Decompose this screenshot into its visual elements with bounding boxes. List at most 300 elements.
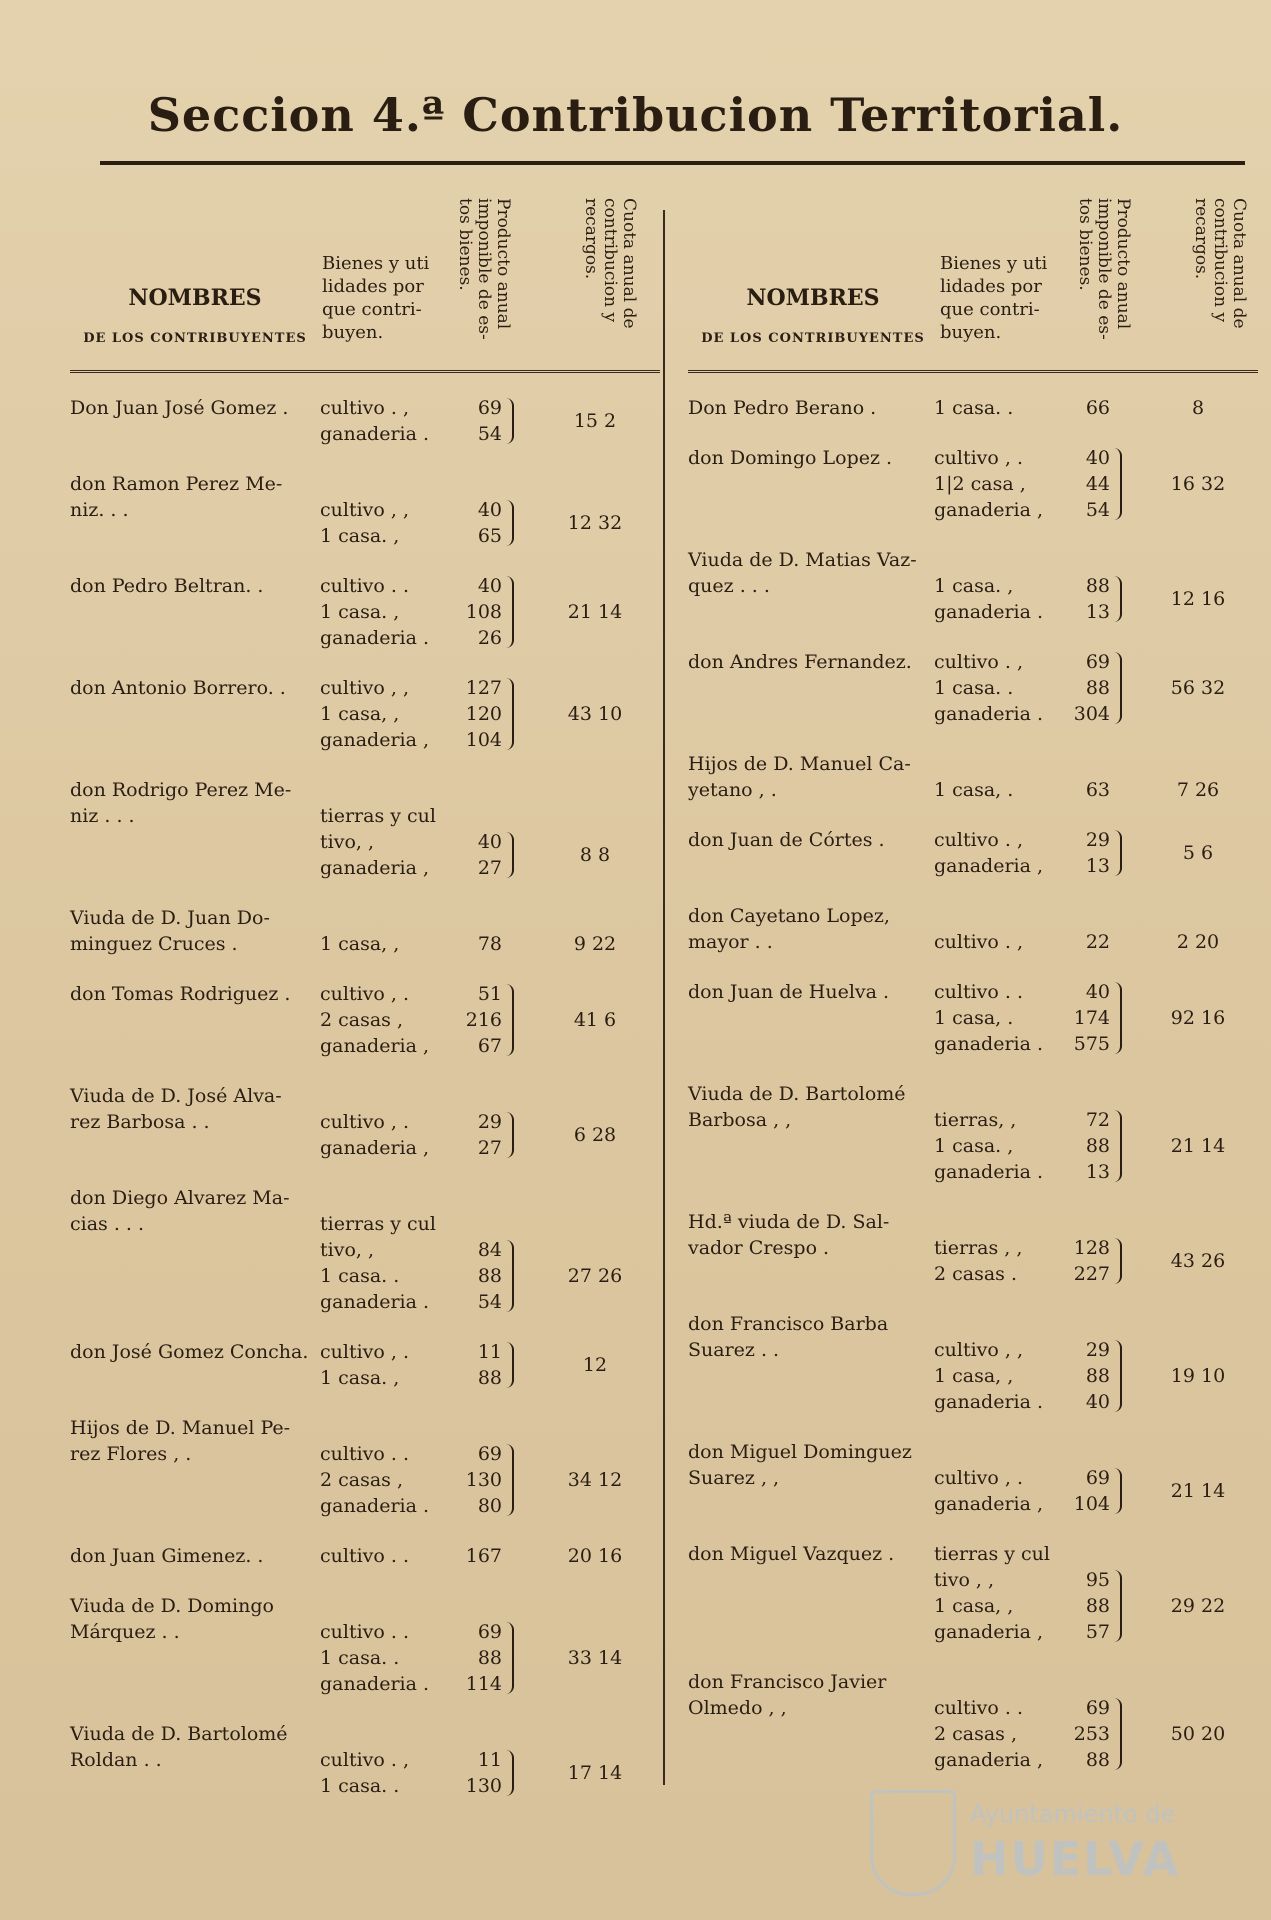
producto-values bbox=[460, 395, 502, 447]
brace-mark bbox=[1112, 982, 1122, 1054]
cuota-value: 21 14 bbox=[1170, 1135, 1226, 1157]
bienes-list-line: tierras, , bbox=[934, 1109, 1017, 1131]
contributor-name bbox=[70, 395, 318, 421]
producto-values-line bbox=[1068, 751, 1110, 777]
producto-values bbox=[1068, 979, 1110, 1057]
producto-values-line bbox=[1068, 1209, 1110, 1235]
producto-values-line bbox=[460, 1211, 502, 1237]
bienes-list bbox=[320, 905, 445, 957]
producto-values-line bbox=[1068, 1081, 1110, 1107]
contributor-name-line: don Domingo Lopez . bbox=[688, 447, 893, 469]
brace-mark bbox=[1112, 1238, 1122, 1284]
contributor-name-line: don Francisco Barba bbox=[688, 1313, 889, 1335]
contributor-entry bbox=[70, 1593, 660, 1697]
bienes-list-line: 1 casa. , bbox=[320, 525, 400, 547]
producto-values bbox=[460, 573, 502, 651]
bienes-list-line: 1 casa. . bbox=[320, 1265, 400, 1287]
bienes-list-line: ganaderia . bbox=[934, 1161, 1044, 1183]
producto-values-line: 216 bbox=[465, 1009, 502, 1031]
producto-values-line: 88 bbox=[1085, 575, 1110, 597]
column-divider bbox=[663, 210, 665, 1785]
bienes-list-line bbox=[934, 1081, 1059, 1107]
bienes-list-line: ganaderia , bbox=[934, 855, 1044, 877]
producto-values bbox=[1068, 751, 1110, 803]
bienes-list-line: 1|2 casa , bbox=[934, 473, 1026, 495]
bienes-list-line: cultivo , . bbox=[934, 447, 1023, 469]
producto-values-line: 69 bbox=[1085, 1697, 1110, 1719]
bienes-list-line bbox=[320, 777, 445, 803]
contributor-name bbox=[688, 751, 936, 803]
bienes-list-line: 2 casas . bbox=[934, 1263, 1018, 1285]
bienes-list-line bbox=[934, 751, 1059, 777]
bienes-header: Bienes y uti lidades por que contri- buyen. bbox=[322, 253, 430, 343]
producto-values-line: 95 bbox=[1085, 1569, 1110, 1591]
bienes-list-line: ganaderia . bbox=[934, 601, 1044, 623]
contributor-name bbox=[70, 1185, 318, 1237]
bienes-list-line: 1 casa. . bbox=[320, 1775, 400, 1797]
bienes-list bbox=[320, 1185, 445, 1315]
brace-mark bbox=[504, 678, 514, 750]
bienes-list-line: cultivo . . bbox=[934, 981, 1023, 1003]
producto-header: Producto anual imponible de es- tos bienes. bbox=[455, 198, 513, 340]
brace-mark bbox=[504, 1750, 514, 1796]
contributor-name bbox=[70, 1593, 318, 1645]
bienes-list-line: ganaderia , bbox=[320, 1035, 430, 1057]
producto-values-line bbox=[1068, 547, 1110, 573]
producto-values-line: 88 bbox=[477, 1367, 502, 1389]
bienes-list bbox=[320, 1593, 445, 1697]
producto-values-line: 69 bbox=[477, 1443, 502, 1465]
producto-values-line: 13 bbox=[1085, 601, 1110, 623]
bienes-list bbox=[320, 471, 445, 549]
producto-values bbox=[460, 777, 502, 881]
bienes-list bbox=[934, 979, 1059, 1057]
brace-mark bbox=[1112, 1698, 1122, 1770]
bienes-list-line: ganaderia , bbox=[320, 1137, 430, 1159]
contributor-name-line: Hd.ª viuda de D. Sal- bbox=[688, 1211, 890, 1233]
brace-mark bbox=[504, 1342, 514, 1388]
contributor-name-line: don Francisco Javier bbox=[688, 1671, 887, 1693]
producto-values-line: 69 bbox=[477, 397, 502, 419]
contributor-name-line: don Miguel Dominguez bbox=[688, 1441, 912, 1463]
contributor-entry bbox=[70, 1339, 660, 1391]
brace-mark bbox=[1112, 1570, 1122, 1642]
producto-values-line: 174 bbox=[1073, 1007, 1110, 1029]
cuota-value: 92 16 bbox=[1170, 1007, 1226, 1029]
producto-values-line: 65 bbox=[477, 525, 502, 547]
producto-values bbox=[460, 981, 502, 1059]
producto-values-line: 40 bbox=[1085, 447, 1110, 469]
producto-values-line: 63 bbox=[1085, 779, 1110, 801]
contributor-name bbox=[70, 1721, 318, 1773]
cuota-value: 29 22 bbox=[1170, 1595, 1226, 1617]
bienes-list-line bbox=[320, 1415, 445, 1441]
contributor-name bbox=[688, 903, 936, 955]
contributor-name-line: don Miguel Vazquez . bbox=[688, 1543, 895, 1565]
bienes-list bbox=[320, 1543, 445, 1569]
nombres-label: NOMBRES bbox=[128, 285, 262, 311]
cuota-value: 8 bbox=[1191, 397, 1205, 419]
watermark-line1: Ayuntamiento de bbox=[970, 1800, 1176, 1828]
contributor-name bbox=[70, 981, 318, 1007]
contributor-name-line: Viuda de D. Juan Do- bbox=[70, 907, 270, 929]
producto-values-line: 167 bbox=[465, 1545, 502, 1567]
contributor-name-line: cias . . . bbox=[70, 1213, 145, 1235]
contributor-name-line: Suarez . . bbox=[688, 1339, 780, 1361]
producto-values-line bbox=[1068, 1541, 1110, 1567]
cuota-value: 6 28 bbox=[573, 1124, 617, 1146]
nombres-header bbox=[688, 285, 938, 346]
left-column bbox=[70, 190, 660, 1823]
bienes-list bbox=[934, 445, 1059, 523]
brace-mark bbox=[504, 984, 514, 1056]
bienes-list-line: 1 casa. . bbox=[934, 677, 1014, 699]
bienes-list-line bbox=[934, 1311, 1059, 1337]
producto-values bbox=[1068, 1439, 1110, 1517]
bienes-list bbox=[934, 1081, 1059, 1185]
bienes-list-line: ganaderia . bbox=[934, 1033, 1044, 1055]
bienes-header: Bienes y uti lidades por que contri- buyen. bbox=[940, 253, 1048, 343]
bienes-list-line: cultivo . , bbox=[934, 651, 1023, 673]
contributor-name bbox=[688, 1541, 936, 1567]
producto-values-line: 227 bbox=[1073, 1263, 1110, 1285]
contributor-name-line: Viuda de D. Domingo bbox=[70, 1595, 274, 1617]
contributor-entry bbox=[688, 827, 1258, 879]
bienes-list bbox=[320, 1339, 445, 1391]
producto-values-line: 29 bbox=[1085, 829, 1110, 851]
producto-values-line: 575 bbox=[1073, 1033, 1110, 1055]
producto-values-line: 54 bbox=[477, 423, 502, 445]
contributor-name bbox=[688, 649, 936, 675]
contributor-entry bbox=[688, 979, 1258, 1057]
contributor-name-line: vador Crespo . bbox=[688, 1237, 830, 1259]
bienes-list bbox=[934, 649, 1059, 727]
contributor-entry bbox=[688, 903, 1258, 955]
producto-values-line: 40 bbox=[477, 499, 502, 521]
contribuyentes-label: DE LOS CONTRIBUYENTES bbox=[701, 331, 925, 346]
cuota-value: 33 14 bbox=[567, 1647, 623, 1669]
bienes-list-line: cultivo . . bbox=[320, 1621, 409, 1643]
brace-mark bbox=[504, 398, 514, 444]
producto-values bbox=[460, 1721, 502, 1799]
contributor-name-line: Don Juan José Gomez . bbox=[70, 397, 289, 419]
contributor-name-line: don Diego Alvarez Ma- bbox=[70, 1187, 290, 1209]
contributor-name-line: Roldan . . bbox=[70, 1749, 162, 1771]
producto-values-line: 78 bbox=[477, 933, 502, 955]
contributor-entry bbox=[688, 1541, 1258, 1645]
contributor-entry bbox=[70, 1543, 660, 1569]
nombres-label: NOMBRES bbox=[746, 285, 880, 311]
contributor-name-line: Suarez , , bbox=[688, 1467, 780, 1489]
bienes-list-line: tierras y cul bbox=[320, 805, 436, 827]
contributor-name-line: rez Flores , . bbox=[70, 1443, 192, 1465]
contributor-name-line: don Antonio Borrero. . bbox=[70, 677, 286, 699]
cuota-value: 16 32 bbox=[1170, 473, 1226, 495]
contribuyentes-label: DE LOS CONTRIBUYENTES bbox=[83, 331, 307, 346]
cuota-value: 34 12 bbox=[567, 1469, 623, 1491]
bienes-list-line: 1 casa, . bbox=[934, 779, 1014, 801]
contributor-name-line: don Cayetano Lopez, bbox=[688, 905, 890, 927]
cuota-header: Cuota anual de contribucion y recargos. bbox=[581, 198, 639, 329]
cuota-value: 20 16 bbox=[567, 1545, 623, 1567]
contributor-name bbox=[70, 905, 318, 957]
bienes-list-line: cultivo , . bbox=[320, 983, 409, 1005]
cuota-value: 43 26 bbox=[1170, 1250, 1226, 1272]
bienes-list-line bbox=[934, 1669, 1059, 1695]
bienes-list-line: cultivo . . bbox=[934, 1697, 1023, 1719]
producto-values bbox=[460, 1593, 502, 1697]
bienes-list bbox=[320, 981, 445, 1059]
contributor-entry bbox=[70, 395, 660, 447]
archive-watermark bbox=[870, 1790, 1190, 1900]
cuota-value: 12 bbox=[582, 1354, 608, 1376]
contributor-name bbox=[688, 547, 936, 599]
bienes-list-line: ganaderia . bbox=[320, 627, 430, 649]
brace-mark bbox=[1112, 576, 1122, 622]
contributor-name-line: rez Barbosa . . bbox=[70, 1111, 210, 1133]
producto-values bbox=[1068, 395, 1110, 421]
bienes-list-line: 1 casa, , bbox=[320, 703, 400, 725]
left-column-header bbox=[70, 190, 660, 373]
cuota-value: 15 2 bbox=[573, 410, 617, 432]
producto-values-line: 108 bbox=[465, 601, 502, 623]
bienes-list-line: tierras , , bbox=[934, 1237, 1023, 1259]
bienes-list-line: 1 casa. , bbox=[320, 601, 400, 623]
contributor-name bbox=[688, 1439, 936, 1491]
bienes-list-line: ganaderia . bbox=[320, 1291, 430, 1313]
bienes-list bbox=[934, 547, 1059, 625]
producto-values-line: 253 bbox=[1073, 1723, 1110, 1745]
bienes-list-line: 1 casa, , bbox=[934, 1365, 1014, 1387]
producto-values bbox=[460, 905, 502, 957]
contributor-name bbox=[70, 1083, 318, 1135]
contributor-name-line: Viuda de D. Bartolomé bbox=[70, 1723, 288, 1745]
producto-values-line bbox=[460, 1083, 502, 1109]
brace-mark bbox=[1112, 1468, 1122, 1514]
producto-values bbox=[460, 1185, 502, 1315]
producto-values-line bbox=[460, 803, 502, 829]
producto-values-line: 84 bbox=[477, 1239, 502, 1261]
bienes-list-line: cultivo , . bbox=[320, 1341, 409, 1363]
bienes-list-line: 1 casa. . bbox=[320, 1647, 400, 1669]
bienes-list-line: ganaderia , bbox=[934, 1493, 1044, 1515]
contributor-entry bbox=[688, 1311, 1258, 1415]
producto-values-line: 88 bbox=[1085, 677, 1110, 699]
producto-values-line: 114 bbox=[465, 1673, 502, 1695]
producto-values-line: 54 bbox=[1085, 499, 1110, 521]
bienes-list bbox=[934, 751, 1059, 803]
contributor-name bbox=[70, 471, 318, 523]
producto-values bbox=[1068, 903, 1110, 955]
producto-values-line: 44 bbox=[1085, 473, 1110, 495]
producto-values-line bbox=[1068, 903, 1110, 929]
contributor-name bbox=[688, 395, 936, 421]
contributor-entry bbox=[70, 1415, 660, 1519]
brace-mark bbox=[1112, 830, 1122, 876]
producto-values-line bbox=[460, 1593, 502, 1619]
bienes-list-line: ganaderia , bbox=[320, 729, 430, 751]
contributor-entry bbox=[70, 1083, 660, 1161]
producto-values-line: 40 bbox=[1085, 981, 1110, 1003]
right-column bbox=[688, 190, 1258, 1797]
bienes-list-line bbox=[934, 1209, 1059, 1235]
bienes-list-line bbox=[320, 1593, 445, 1619]
bienes-list-line: tierras y cul bbox=[934, 1543, 1050, 1565]
contributor-name-line: Don Pedro Berano . bbox=[688, 397, 877, 419]
producto-values bbox=[1068, 827, 1110, 879]
bienes-list-line bbox=[934, 903, 1059, 929]
producto-values bbox=[460, 675, 502, 753]
brace-mark bbox=[504, 832, 514, 878]
contributor-name-line: don Rodrigo Perez Me- bbox=[70, 779, 292, 801]
brace-mark bbox=[1112, 1340, 1122, 1412]
bienes-list bbox=[934, 1439, 1059, 1517]
bienes-list-line: ganaderia , bbox=[934, 499, 1044, 521]
contributor-name bbox=[688, 1081, 936, 1133]
contributor-entry bbox=[688, 1669, 1258, 1773]
contributor-entry bbox=[688, 1209, 1258, 1287]
producto-header: Producto anual imponible de es- tos bienes. bbox=[1075, 198, 1133, 340]
contributor-name-line: Barbosa , , bbox=[688, 1109, 792, 1131]
producto-values bbox=[1068, 1209, 1110, 1287]
contributor-entry bbox=[70, 1721, 660, 1799]
contributor-name bbox=[70, 777, 318, 829]
contributor-entry bbox=[70, 981, 660, 1059]
contributor-name bbox=[688, 445, 936, 471]
producto-values-line: 13 bbox=[1085, 855, 1110, 877]
contributor-entry bbox=[688, 547, 1258, 625]
bienes-list-line: 1 casa. . bbox=[934, 397, 1014, 419]
bienes-list-line: cultivo . , bbox=[320, 1749, 409, 1771]
producto-values-line bbox=[460, 1721, 502, 1747]
bienes-list bbox=[320, 777, 445, 881]
bienes-list-line: ganaderia , bbox=[934, 1621, 1044, 1643]
producto-values-line: 13 bbox=[1085, 1161, 1110, 1183]
cuota-header: Cuota anual de contribucion y recargos. bbox=[1191, 198, 1249, 329]
brace-mark bbox=[504, 576, 514, 648]
producto-values bbox=[1068, 1541, 1110, 1645]
nombres-header bbox=[70, 285, 320, 346]
bienes-list-line: 1 casa, , bbox=[320, 933, 400, 955]
contributor-name bbox=[688, 979, 936, 1005]
bienes-list-line: 1 casa. , bbox=[934, 1135, 1014, 1157]
bienes-list-line: 2 casas , bbox=[320, 1469, 404, 1491]
bienes-list bbox=[320, 1415, 445, 1519]
cuota-value: 12 32 bbox=[567, 512, 623, 534]
cuota-value: 9 22 bbox=[573, 933, 617, 955]
bienes-list bbox=[934, 827, 1059, 879]
producto-values-line bbox=[460, 471, 502, 497]
bienes-list-line bbox=[934, 547, 1059, 573]
coat-of-arms-icon bbox=[870, 1790, 956, 1896]
contributor-name-line: don José Gomez Concha. bbox=[70, 1341, 309, 1363]
bienes-list-line bbox=[320, 471, 445, 497]
producto-values-line: 88 bbox=[477, 1265, 502, 1287]
bienes-list-line bbox=[320, 905, 445, 931]
cuota-value: 43 10 bbox=[567, 703, 623, 725]
producto-values-line bbox=[1068, 1439, 1110, 1465]
bienes-list bbox=[320, 675, 445, 753]
bienes-list-line: cultivo , , bbox=[320, 499, 409, 521]
producto-values-line bbox=[1068, 1669, 1110, 1695]
contributor-name-line: don Ramon Perez Me- bbox=[70, 473, 283, 495]
contributor-name-line: Hijos de D. Manuel Pe- bbox=[70, 1417, 291, 1439]
brace-mark bbox=[1112, 652, 1122, 724]
contributor-name bbox=[688, 827, 936, 853]
contributor-name bbox=[70, 1415, 318, 1467]
contributor-entry bbox=[70, 573, 660, 651]
bienes-list-line: cultivo . , bbox=[320, 397, 409, 419]
contributor-name bbox=[688, 1311, 936, 1363]
producto-values-line: 54 bbox=[477, 1291, 502, 1313]
bienes-list bbox=[320, 395, 445, 447]
cuota-value: 50 20 bbox=[1170, 1723, 1226, 1745]
producto-values bbox=[460, 471, 502, 549]
left-table-body bbox=[70, 373, 660, 1823]
producto-values-line: 120 bbox=[465, 703, 502, 725]
producto-values-line: 127 bbox=[465, 677, 502, 699]
contributor-entry bbox=[70, 777, 660, 881]
contributor-name-line: Olmedo , , bbox=[688, 1697, 787, 1719]
contributor-name bbox=[70, 1543, 318, 1569]
bienes-list-line: cultivo . , bbox=[934, 829, 1023, 851]
bienes-list-line: cultivo , , bbox=[320, 677, 409, 699]
producto-values-line: 104 bbox=[1073, 1493, 1110, 1515]
brace-mark bbox=[504, 1444, 514, 1516]
contributor-name-line: niz. . . bbox=[70, 499, 129, 521]
cuota-value: 21 14 bbox=[567, 601, 623, 623]
contributor-name bbox=[70, 675, 318, 701]
brace-mark bbox=[1112, 1110, 1122, 1182]
bienes-list-line: ganaderia . bbox=[934, 1391, 1044, 1413]
cuota-value: 7 26 bbox=[1176, 779, 1220, 801]
contributor-name-line: niz . . . bbox=[70, 805, 135, 827]
bienes-list-line: 1 casa. , bbox=[320, 1367, 400, 1389]
right-column-header bbox=[688, 190, 1258, 373]
bienes-list-line bbox=[934, 1439, 1059, 1465]
producto-values-line: 40 bbox=[477, 831, 502, 853]
producto-values-line: 67 bbox=[477, 1035, 502, 1057]
producto-values-line: 51 bbox=[477, 983, 502, 1005]
producto-values-line: 69 bbox=[477, 1621, 502, 1643]
contributor-name-line: Viuda de D. Matias Vaz- bbox=[688, 549, 917, 571]
title-rule bbox=[100, 161, 1245, 165]
contributor-name-line: don Juan de Huelva . bbox=[688, 981, 890, 1003]
producto-values bbox=[1068, 547, 1110, 625]
bienes-list bbox=[934, 1541, 1059, 1645]
producto-values-line: 104 bbox=[465, 729, 502, 751]
contributor-name-line: mayor . . bbox=[688, 931, 773, 953]
bienes-list-line bbox=[320, 1721, 445, 1747]
right-table-body bbox=[688, 373, 1258, 1797]
cuota-value: 27 26 bbox=[567, 1265, 623, 1287]
bienes-list bbox=[934, 903, 1059, 955]
producto-values-line: 88 bbox=[1085, 1135, 1110, 1157]
bienes-list-line: ganaderia , bbox=[320, 857, 430, 879]
producto-values-line: 130 bbox=[465, 1775, 502, 1797]
bienes-list-line: ganaderia . bbox=[934, 703, 1044, 725]
bienes-list-line: tivo, , bbox=[320, 1239, 375, 1261]
producto-values-line: 72 bbox=[1085, 1109, 1110, 1131]
contributor-name-line: don Pedro Beltran. . bbox=[70, 575, 264, 597]
contributor-name-line: don Tomas Rodriguez . bbox=[70, 983, 291, 1005]
contributor-name bbox=[70, 1339, 318, 1365]
contributor-name-line: yetano , . bbox=[688, 779, 777, 801]
contributor-entry bbox=[70, 675, 660, 753]
producto-values-line bbox=[460, 1415, 502, 1441]
producto-values-line: 27 bbox=[477, 1137, 502, 1159]
cuota-value: 41 6 bbox=[573, 1009, 617, 1031]
